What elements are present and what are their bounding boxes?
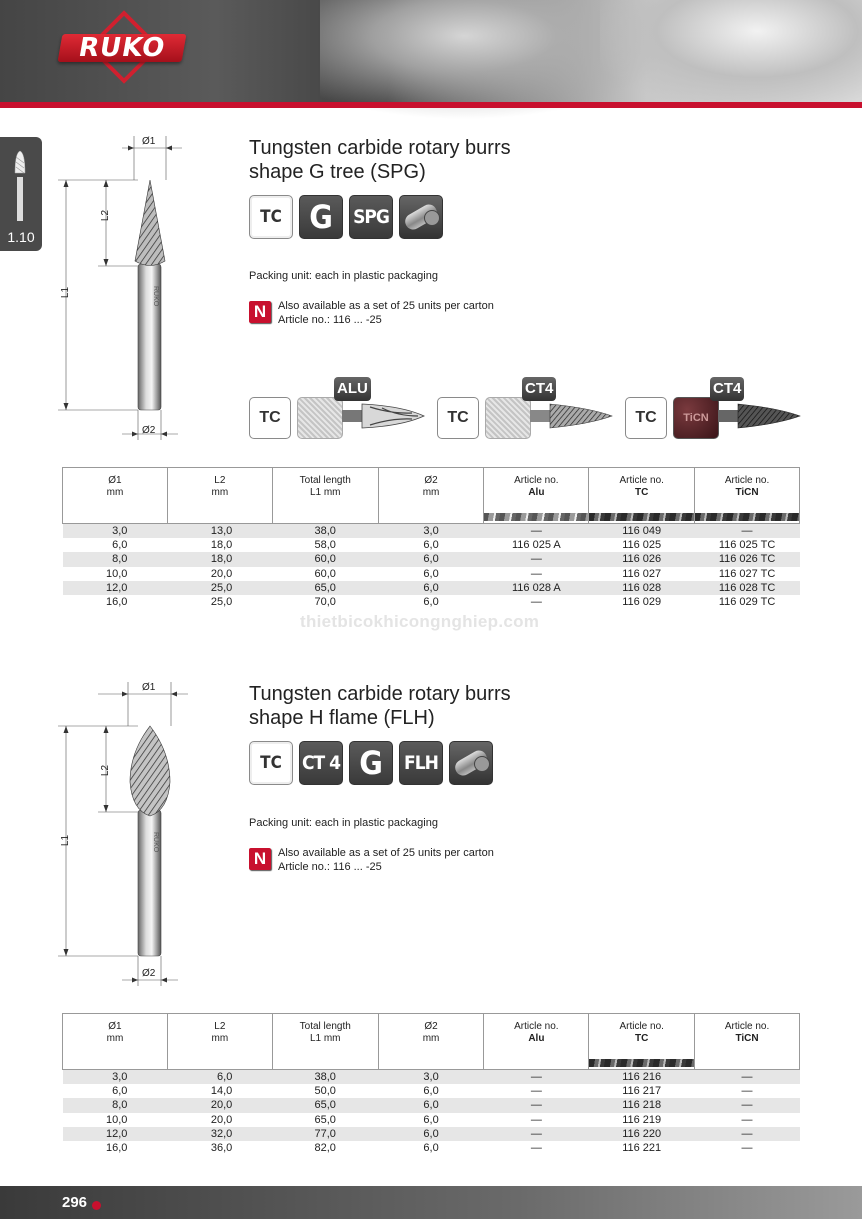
table-cell: — bbox=[484, 524, 589, 539]
table-row bbox=[63, 524, 800, 539]
table-cell: 116 026 TC bbox=[695, 552, 800, 566]
table-cell: 6,0 bbox=[378, 552, 484, 566]
table-cell: — bbox=[484, 1113, 589, 1127]
table-cell: 116 029 TC bbox=[695, 595, 800, 609]
table-cell: 65,0 bbox=[272, 581, 378, 595]
table-cell: 60,0 bbox=[272, 552, 378, 566]
feature-icons bbox=[249, 741, 493, 785]
table-cell: 116 025 A bbox=[484, 538, 589, 552]
table-cell: 6,0 bbox=[378, 1127, 484, 1141]
page-footer bbox=[0, 1186, 862, 1219]
table-cell: 60,0 bbox=[272, 567, 378, 581]
table-cell: 20,0 bbox=[167, 1113, 272, 1127]
packing-info: Packing unit: each in plastic packaging bbox=[249, 817, 438, 829]
table-row bbox=[63, 567, 800, 581]
table-cell: 14,0 bbox=[167, 1084, 272, 1098]
header-text: Article no. bbox=[619, 1021, 664, 1032]
section-title bbox=[249, 136, 511, 184]
table-cell: 36,0 bbox=[167, 1141, 272, 1155]
header-text: Total length bbox=[299, 1021, 351, 1032]
dim-l2-label: L2 bbox=[100, 209, 112, 222]
burr-drawing-tree bbox=[58, 136, 194, 442]
table-cell: 18,0 bbox=[167, 552, 272, 566]
burr-ticn-image bbox=[718, 398, 802, 434]
ct4-icon: CT 4 bbox=[299, 741, 343, 785]
table-cell: 6,0 bbox=[378, 595, 484, 609]
title-line-2: shape G tree (SPG) bbox=[249, 161, 426, 183]
table-row bbox=[63, 1127, 800, 1141]
table-cell: 116 027 TC bbox=[695, 567, 800, 581]
header-text: mm bbox=[106, 1033, 124, 1044]
table-cell: 6,0 bbox=[378, 1084, 484, 1098]
logo-text: RUKO bbox=[58, 34, 187, 62]
table-cell: 13,0 bbox=[167, 524, 272, 539]
header-text: L1 mm bbox=[309, 1033, 341, 1044]
header-decoration bbox=[600, 0, 862, 104]
header-text: Article no. bbox=[724, 475, 770, 486]
table-cell: 16,0 bbox=[63, 595, 168, 609]
table-cell: — bbox=[484, 595, 589, 609]
header-text: Article no. bbox=[514, 475, 559, 486]
chapter-number: 1.10 bbox=[7, 229, 35, 245]
table-cell: 10,0 bbox=[63, 567, 168, 581]
table-cell: 116 028 bbox=[589, 581, 695, 595]
table-cell: 116 027 bbox=[589, 567, 695, 581]
table-cell: — bbox=[695, 1084, 800, 1098]
table-body bbox=[63, 1070, 800, 1156]
header-red-line bbox=[0, 102, 862, 108]
title-line-1: Tungsten carbide rotary burrs bbox=[249, 137, 511, 159]
spg-icon: SPG bbox=[349, 195, 393, 239]
burr-alu-image bbox=[342, 398, 426, 434]
note-line-2: Article no.: 116 ... -25 bbox=[278, 861, 382, 873]
header-total-length bbox=[272, 468, 378, 524]
table-cell: 116 029 bbox=[589, 595, 695, 609]
table-cell: 65,0 bbox=[272, 1098, 378, 1112]
coating-ticn-swatch: TiCN bbox=[673, 397, 719, 439]
new-badge-icon: N bbox=[249, 301, 271, 323]
table-cell: — bbox=[695, 1127, 800, 1141]
header-text: mm bbox=[211, 487, 229, 498]
table-cell: 3,0 bbox=[63, 524, 168, 539]
table-row bbox=[63, 1098, 800, 1112]
table-cell: — bbox=[484, 552, 589, 566]
table-cell: 6,0 bbox=[378, 581, 484, 595]
table-cell: 6,0 bbox=[63, 1084, 168, 1098]
header-text: Alu bbox=[528, 1033, 545, 1044]
header-text: Ø2 bbox=[424, 1021, 438, 1032]
table-cell: 116 025 bbox=[589, 538, 695, 552]
table-cell: 16,0 bbox=[63, 1141, 168, 1155]
table-cell: 77,0 bbox=[272, 1127, 378, 1141]
table-cell: 3,0 bbox=[378, 524, 484, 539]
table-cell: 6,0 bbox=[63, 538, 168, 552]
g-icon: G bbox=[299, 195, 343, 239]
table-cell: 116 220 bbox=[589, 1127, 695, 1141]
dim-d1-label: Ø1 bbox=[142, 136, 156, 147]
table-cell: — bbox=[695, 524, 800, 539]
dim-l1-label: L1 bbox=[60, 286, 72, 299]
coating-tc-icon: TC bbox=[437, 397, 479, 439]
header-d2 bbox=[378, 1014, 484, 1070]
table-cell: 6,0 bbox=[378, 1113, 484, 1127]
dim-l1-label: L1 bbox=[60, 834, 72, 847]
header-article-alu bbox=[484, 1014, 589, 1070]
table-cell: 18,0 bbox=[167, 538, 272, 552]
table-cell: — bbox=[695, 1070, 800, 1085]
table-cell: 3,0 bbox=[378, 1070, 484, 1085]
table-row bbox=[63, 552, 800, 566]
table-cell: — bbox=[484, 567, 589, 581]
header-text: TC bbox=[635, 487, 649, 498]
table-cell: 12,0 bbox=[63, 581, 168, 595]
rod-icon bbox=[449, 741, 493, 785]
header-d1 bbox=[63, 1014, 168, 1070]
header-text: Article no. bbox=[514, 1021, 559, 1032]
header-text: mm bbox=[211, 1033, 229, 1044]
table-cell: 116 217 bbox=[589, 1084, 695, 1098]
table-cell: — bbox=[695, 1098, 800, 1112]
rod-icon bbox=[399, 195, 443, 239]
table-cell: 38,0 bbox=[272, 1070, 378, 1085]
table-row bbox=[63, 1070, 800, 1085]
page-mark-icon bbox=[92, 1201, 101, 1210]
header-d2 bbox=[378, 468, 484, 524]
shank-engraving: RUKO bbox=[152, 832, 159, 853]
header-d1 bbox=[63, 468, 168, 524]
burr-thumbnail-icon bbox=[12, 149, 28, 221]
coating-ct4-tag: CT4 bbox=[710, 377, 744, 401]
note-line-1: Also available as a set of 25 units per carton bbox=[278, 847, 494, 859]
table-cell: — bbox=[484, 1141, 589, 1155]
table-cell: 6,0 bbox=[378, 567, 484, 581]
coating-ct4-swatch bbox=[485, 397, 531, 439]
header-text: mm bbox=[422, 1033, 440, 1044]
new-badge-icon: N bbox=[249, 848, 271, 870]
table-cell: 6,0 bbox=[378, 538, 484, 552]
page-number: 296 bbox=[62, 1194, 88, 1211]
table-cell: 116 216 bbox=[589, 1070, 695, 1085]
coating-alu-tag: ALU bbox=[334, 377, 371, 401]
dim-d2-label: Ø2 bbox=[142, 425, 156, 436]
header-text: Ø2 bbox=[424, 475, 438, 486]
tc-icon: TC bbox=[249, 195, 293, 239]
set-availability-note bbox=[278, 299, 494, 327]
header-l2 bbox=[167, 468, 272, 524]
table-cell: 58,0 bbox=[272, 538, 378, 552]
table-cell: 20,0 bbox=[167, 1098, 272, 1112]
table-cell: 116 219 bbox=[589, 1113, 695, 1127]
dim-d1-label: Ø1 bbox=[142, 682, 156, 693]
header-text: Article no. bbox=[619, 475, 664, 486]
spec-table-tree bbox=[62, 467, 800, 609]
table-cell: 25,0 bbox=[167, 595, 272, 609]
coating-tc-icon: TC bbox=[249, 397, 291, 439]
coating-ct4-tag: CT4 bbox=[522, 377, 556, 401]
spec-table-flame bbox=[62, 1013, 800, 1155]
dim-d2-label: Ø2 bbox=[142, 968, 156, 979]
table-cell: 116 218 bbox=[589, 1098, 695, 1112]
header-total-length bbox=[272, 1014, 378, 1070]
table-cell: 8,0 bbox=[63, 1098, 168, 1112]
table-cell: 116 025 TC bbox=[695, 538, 800, 552]
header-text: Alu bbox=[528, 487, 545, 498]
header-article-tc bbox=[589, 468, 695, 524]
burr-drawing-flame bbox=[58, 682, 194, 988]
table-cell: 38,0 bbox=[272, 524, 378, 539]
table-cell: — bbox=[484, 1070, 589, 1085]
title-line-2: shape H flame (FLH) bbox=[249, 707, 435, 729]
table-cell: 65,0 bbox=[272, 1113, 378, 1127]
table-cell: 116 221 bbox=[589, 1141, 695, 1155]
burr-ct4-image bbox=[530, 398, 614, 434]
table-cell: 12,0 bbox=[63, 1127, 168, 1141]
header-text: TiCN bbox=[735, 487, 759, 498]
header-text: L2 bbox=[214, 1021, 226, 1032]
header-text: TiCN bbox=[735, 1033, 759, 1044]
coating-tc-icon: TC bbox=[625, 397, 667, 439]
shank-engraving: RUKO bbox=[152, 286, 159, 307]
watermark-text: thietbicokhicongnghiep.com bbox=[300, 612, 540, 631]
table-cell: — bbox=[484, 1084, 589, 1098]
table-cell: 10,0 bbox=[63, 1113, 168, 1127]
packing-info: Packing unit: each in plastic packaging bbox=[249, 270, 438, 282]
header-text: mm bbox=[422, 487, 440, 498]
g-icon: G bbox=[349, 741, 393, 785]
table-row bbox=[63, 538, 800, 552]
header-text: Article no. bbox=[724, 1021, 770, 1032]
table-cell: 50,0 bbox=[272, 1084, 378, 1098]
set-availability-note bbox=[278, 846, 494, 874]
table-cell: 32,0 bbox=[167, 1127, 272, 1141]
table-row bbox=[63, 1141, 800, 1155]
header-article-alu bbox=[484, 468, 589, 524]
table-cell: 116 049 bbox=[589, 524, 695, 539]
table-cell: 116 028 A bbox=[484, 581, 589, 595]
table-body bbox=[63, 524, 800, 610]
table-row bbox=[63, 581, 800, 595]
table-cell: — bbox=[484, 1098, 589, 1112]
note-line-2: Article no.: 116 ... -25 bbox=[278, 314, 382, 326]
table-row bbox=[63, 1113, 800, 1127]
header-text: mm bbox=[106, 487, 124, 498]
table-cell: 6,0 bbox=[378, 1098, 484, 1112]
flh-icon: FLH bbox=[399, 741, 443, 785]
header-text: Total length bbox=[299, 475, 351, 486]
header-text: L2 bbox=[214, 475, 226, 486]
section-title bbox=[249, 682, 511, 730]
table-cell: 8,0 bbox=[63, 552, 168, 566]
table-cell: 82,0 bbox=[272, 1141, 378, 1155]
table-cell: 70,0 bbox=[272, 595, 378, 609]
header-text: TC bbox=[635, 1033, 649, 1044]
table-cell: — bbox=[695, 1113, 800, 1127]
header-article-tc bbox=[589, 1014, 695, 1070]
table-cell: 25,0 bbox=[167, 581, 272, 595]
header-text: Ø1 bbox=[108, 475, 122, 486]
header-text: L1 mm bbox=[309, 487, 341, 498]
table-cell: 116 026 bbox=[589, 552, 695, 566]
header-text: Ø1 bbox=[108, 1021, 122, 1032]
note-line-1: Also available as a set of 25 units per carton bbox=[278, 300, 494, 312]
table-cell: 6,0 bbox=[378, 1141, 484, 1155]
header-article-ticn bbox=[695, 1014, 800, 1070]
table-cell: 20,0 bbox=[167, 567, 272, 581]
chapter-tab bbox=[0, 137, 42, 251]
table-cell: 116 028 TC bbox=[695, 581, 800, 595]
table-cell: — bbox=[484, 1127, 589, 1141]
header-article-ticn bbox=[695, 468, 800, 524]
table-cell: 3,0 bbox=[63, 1070, 168, 1085]
table-row bbox=[63, 595, 800, 609]
coating-alu-swatch bbox=[297, 397, 343, 439]
table-cell: 6,0 bbox=[167, 1070, 272, 1085]
title-line-1: Tungsten carbide rotary burrs bbox=[249, 683, 511, 705]
header-l2 bbox=[167, 1014, 272, 1070]
table-cell: — bbox=[695, 1141, 800, 1155]
ruko-logo bbox=[60, 16, 184, 72]
tc-icon: TC bbox=[249, 741, 293, 785]
dim-l2-label: L2 bbox=[100, 764, 112, 777]
feature-icons bbox=[249, 195, 443, 239]
table-row bbox=[63, 1084, 800, 1098]
